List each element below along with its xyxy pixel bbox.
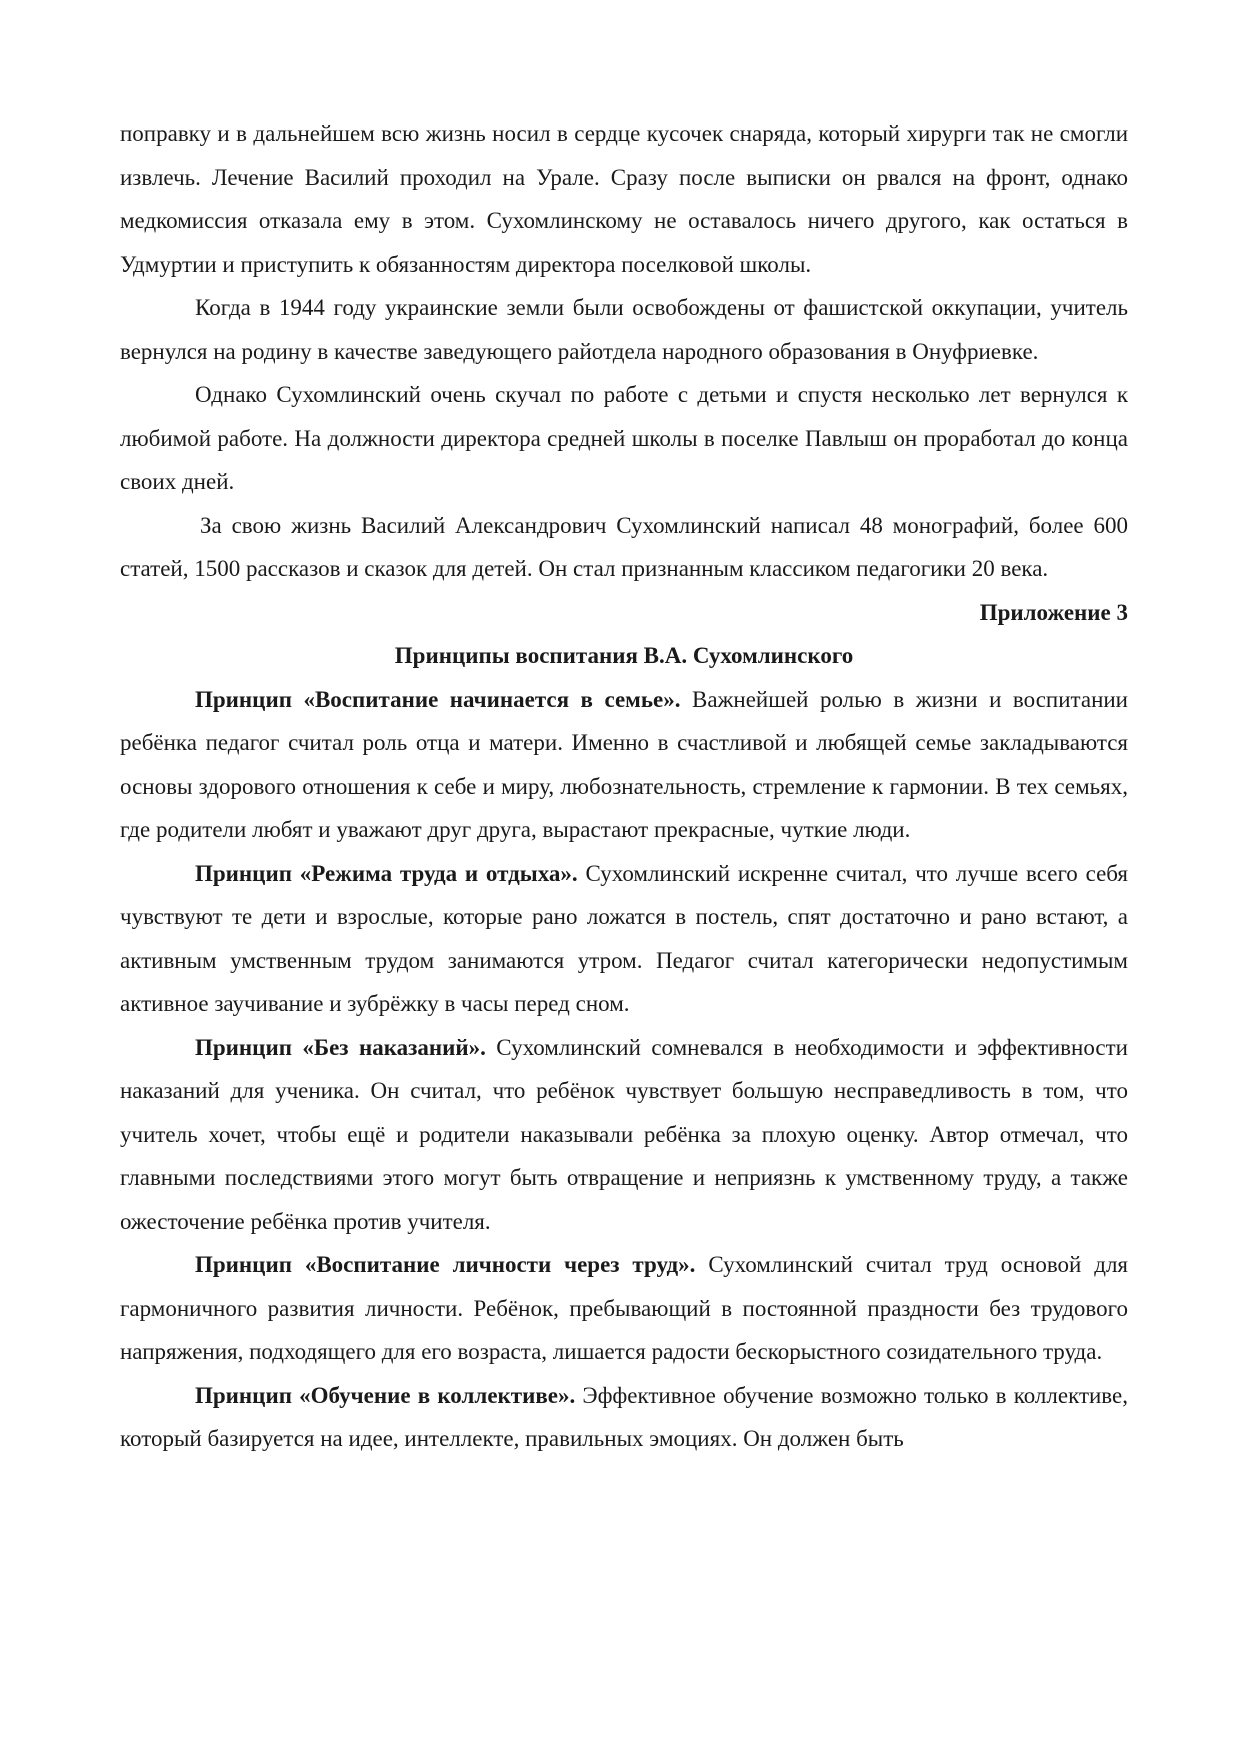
- principle-text: Сухомлинский сомневался в необходимости и эффективности наказаний для ученика. Он считал, что ребёнок чувствует большую несправедливость в том, что учитель хочет, чтобы ещё и родители наказывали ребёнка за плохую оценку. Автор отмечал, что главными последствиями этого могут быть отвращение и неприязнь к умственному труду, а также ожесточение ребёнка против учителя.: [120, 1034, 1128, 1234]
- principle-title: Принцип «Воспитание начинается в семье».: [195, 686, 681, 712]
- principle-title: Принцип «Воспитание личности через труд».: [195, 1252, 696, 1277]
- principle-text: Эффективное обучение возможно только в коллективе, который базируется на идее, интеллекте, правильных эмоциях. Он должен быть: [120, 1382, 1128, 1451]
- section-title: Принципы воспитания В.А. Сухомлинского: [394, 643, 854, 668]
- principle-paragraph: [120, 678, 1128, 852]
- principle-paragraph: [120, 1026, 1128, 1244]
- principle-paragraph: [120, 852, 1128, 1026]
- document-page: [120, 112, 1128, 1461]
- principle-text: Сухомлинский искренне считал, что лучше всего себя чувствуют те дети и взрослые, которые рано ложатся в постель, спят достаточно и рано встают, а активным умственным трудом занимаются утром. Педагог считал категорически недопустимым активное заучивание и зубрёжку в часы перед сном.: [120, 860, 1128, 1016]
- bio-paragraph-2: Когда в 1944 году украинские земли были освобождены от фашистской оккупации, учитель вернулся на родину в качестве заведующего райотдела народного образования в Онуфриевке.: [120, 295, 1128, 364]
- principle-title: Принцип «Обучение в коллективе».: [195, 1382, 576, 1408]
- principle-text: Сухомлинский считал труд основой для гармоничного развития личности. Ребёнок, пребывающий в постоянной праздности без трудового напряжения, подходящего для его возраста, лишается радости бескорыстного созидательного труда.: [120, 1252, 1128, 1364]
- bio-paragraph-3: Однако Сухомлинский очень скучал по работе с детьми и спустя несколько лет вернулся к любимой работе. На должности директора средней школы в поселке Павлыш он проработал до конца своих дней.: [120, 382, 1128, 494]
- bio-paragraph-1: поправку и в дальнейшем всю жизнь носил в сердце кусочек снаряда, который хирурги так не смогли извлечь. Лечение Василий проходил на Урале. Сразу после выписки он рвался на фронт, однако медкомиссия отказала ему в этом. Сухомлинскому не оставалось ничего другого, как остаться в Удмуртии и приступить к обязанностям директора поселковой школы.: [120, 121, 1128, 277]
- principle-text: Важнейшей ролью в жизни и воспитании ребёнка педагог считал роль отца и матери. Именно в счастливой и любящей семье закладываются основы здорового отношения к себе и миру, любознательность, стремление к гармонии. В тех семьях, где родители любят и уважают друг друга, вырастают прекрасные, чуткие люди.: [120, 686, 1128, 842]
- principle-paragraph: [120, 1243, 1128, 1374]
- principle-paragraph: [120, 1374, 1128, 1461]
- principle-title: Принцип «Режима труда и отдыха».: [195, 860, 578, 886]
- principle-title: Принцип «Без наказаний».: [195, 1034, 486, 1060]
- appendix-label: Приложение 3: [979, 599, 1128, 625]
- bio-paragraph-4: За свою жизнь Василий Александрович Сухомлинский написал 48 монографий, более 600 статей, 1500 рассказов и сказок для детей. Он стал признанным классиком педагогики 20 века.: [120, 512, 1128, 581]
